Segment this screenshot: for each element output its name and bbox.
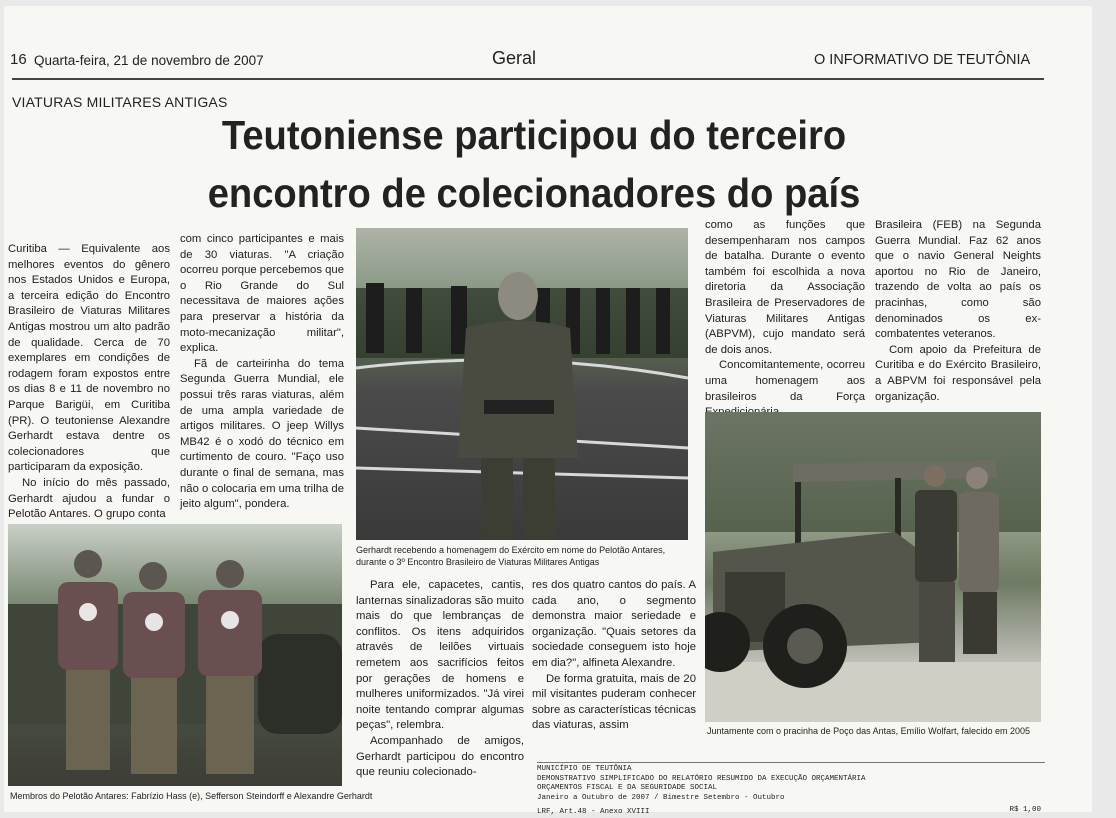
newspaper-page bbox=[4, 6, 1092, 816]
photo-pelotao-art bbox=[8, 524, 342, 786]
issue-date: Quarta-feira, 21 de novembro de 2007 bbox=[34, 53, 264, 68]
caption-center-line-1: Gerhardt recebendo a homenagem do Exército em nome do Pelotão Antares, bbox=[356, 545, 666, 555]
article-column-5 bbox=[705, 218, 865, 418]
caption-center-line-2: durante o 3º Encontro Brasileiro de Viaturas Militares Antigas bbox=[356, 557, 600, 567]
notice-unit: R$ 1,00 bbox=[1009, 806, 1041, 814]
header-rule bbox=[12, 78, 1044, 80]
article-kicker: VIATURAS MILITARES ANTIGAS bbox=[12, 94, 228, 110]
col2-para-2: Fã de carteirinha do tema Segunda Guerra Mundial, ele possui três raras viaturas, além de uma ampla variedade de artigos militares. O jeep Willys MB42 é o xodó do técnico em curtimento de couro. "Faço uso durante o final de semana, mas não o colocaria em uma trilha de jeito algum", pondera. bbox=[180, 357, 344, 511]
article-column-4 bbox=[532, 578, 696, 758]
article-column-2 bbox=[180, 232, 344, 522]
col1-para-1: Curitiba — Equivalente aos melhores eventos do gênero nos Estados Unidos e Europa, a terceira edição do Encontro Brasileiro de Viaturas Militares Antigas mostrou um alto padrão de qualidade. Cerca de 70 exemplares em condições de rodagem foram expostos entre os dias 8 e 11 de novembro no Parque Barigüi, em Curitiba (PR). O teutoniense Alexandre Gerhardt estava dentre os colecionadores que participaram da exposição. bbox=[8, 243, 170, 474]
col3-para-1: Para ele, capacetes, cantis, lanternas sinalizadoras são muito mais do que lembranças de conflitos. Os itens adquiridos através de leilões virtuais remetem aos sacrifícios feitos por gerações de homens e mulheres uniformizados. "Já virei noite tentando comprar algumas peças", relembra. bbox=[356, 579, 524, 732]
caption-right: Juntamente com o pracinha de Poço das Antas, Emílio Wolfart, falecido em 2005 bbox=[707, 726, 1031, 736]
headline-line-1: Teutoniense participou do terceiro bbox=[221, 112, 847, 158]
col5-para-1: como as funções que desempenharam nos campos de batalha. Durante o evento também foi escolhida a nova diretoria da Associação Brasileira de Preservadores de Viaturas Militares Antigas (ABPVM), cujo mandato será de dois anos. bbox=[705, 219, 865, 356]
article-column-3 bbox=[356, 578, 524, 808]
municipal-notice bbox=[537, 762, 1045, 817]
publication-name: O INFORMATIVO DE TEUTÔNIA bbox=[814, 52, 1031, 68]
col6-para-2: Com apoio da Prefeitura de Curitiba e do Exército Brasileiro, a ABPVM foi responsável pela organização. bbox=[875, 343, 1041, 403]
photo-jeep-art bbox=[705, 412, 1041, 722]
photo-ceremony-art bbox=[356, 228, 688, 540]
headline-line-2: encontro de colecionadores do país bbox=[207, 170, 861, 216]
caption-left: Membros do Pelotão Antares: Fabrízio Hass (e), Sefferson Steindorff e Alexandre Gerhardt bbox=[10, 791, 373, 801]
page-number: 16 bbox=[10, 51, 27, 68]
col5-para-2: Concomitantemente, ocorreu uma homenagem aos brasileiros da Força bbox=[705, 359, 865, 403]
notice-line-1: MUNICÍPIO DE TEUTÔNIA bbox=[537, 765, 632, 773]
col1-para-2: No início do mês passado, Gerhardt ajudou a fundar o Pelotão Antares. O grupo conta bbox=[8, 476, 170, 521]
article-column-6 bbox=[875, 218, 1041, 418]
col2-para-1: com cinco participantes e mais de 30 viaturas. "A criação ocorreu porque percebemos que o Rio Grande do Sul necessitava de maiores ações para preservar a história da moto-mecanização militar", explica. bbox=[180, 233, 344, 355]
col6-para-1: Brasileira (FEB) na Segunda Guerra Mundial. Faz 62 anos que o navio General Neights aportou no Rio de Janeiro, trazendo de volta ao país os pracinhas, como são denominados os ex-combatentes veteranos. bbox=[875, 219, 1041, 341]
notice-line-4: Janeiro a Outubro de 2007 / Bimestre Setembro - Outubro bbox=[537, 793, 785, 802]
col3-para-2: Acompanhado de amigos, Gerhardt participou do encontro que reuniu colecionado- bbox=[356, 734, 524, 779]
col4-para-2: De forma gratuita, mais de 20 mil visitantes puderam conhecer sobre as características técnicas das viaturas, assim bbox=[532, 672, 696, 732]
notice-line-3: ORÇAMENTOS FISCAL E DA SEGURIDADE SOCIAL bbox=[537, 784, 718, 792]
photo-pelotao-members bbox=[8, 524, 342, 786]
article-column-1 bbox=[8, 242, 170, 521]
col4-para-1: res dos quatro cantos do país. A cada ano, o segmento demonstra maior seriedade e organização. "Quais setores da sociedade conseguem isto hoje em dia?", alfineta Alexandre. bbox=[532, 579, 696, 669]
notice-line-5: LRF, Art.48 - Anexo XVIII bbox=[537, 808, 650, 816]
section-name: Geral bbox=[492, 48, 537, 68]
notice-line-2: DEMONSTRATIVO SIMPLIFICADO DO RELATÓRIO RESUMIDO DA EXECUÇÃO ORÇAMENTÁRIA bbox=[537, 774, 866, 783]
photo-ceremony bbox=[356, 228, 688, 540]
photo-jeep bbox=[705, 412, 1041, 722]
